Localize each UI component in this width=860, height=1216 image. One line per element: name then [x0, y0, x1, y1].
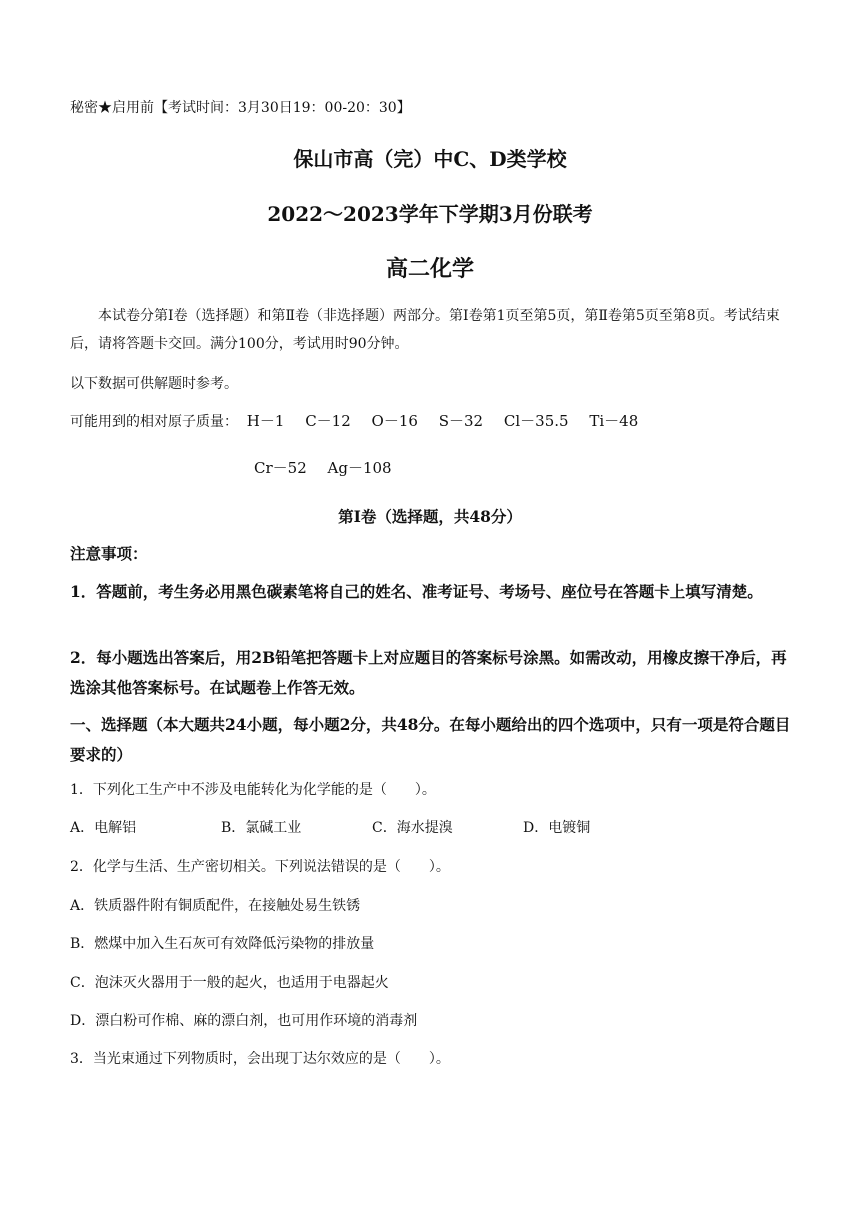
question-2-option-a: A．铁质器件附有铜质配件，在接触处易生铁锈 — [70, 898, 361, 914]
question-2-option-b: B．燃煤中加入生石灰可有效降低污染物的排放量 — [70, 936, 375, 952]
question-2-stem: 2．化学与生活、生产密切相关。下列说法错误的是（ ）。 — [70, 859, 450, 875]
question-3-stem: 3．当光束通过下列物质时，会出现丁达尔效应的是（ ）。 — [70, 1051, 450, 1067]
atomic-mass-c: C－12 — [305, 412, 351, 430]
atomic-mass-row-1 — [70, 411, 654, 432]
question-1-stem: 1．下列化工生产中不涉及电能转化为化学能的是（ ）。 — [70, 782, 436, 798]
question-2-option-d: D．漂白粉可作棉、麻的漂白剂，也可用作环境的消毒剂 — [70, 1013, 418, 1029]
note-1: 1．答题前，考生务必用黑色碳素笔将自己的姓名、准考证号、考场号、座位号在答题卡上填写清楚。 — [70, 582, 763, 601]
intro-paragraph: 本试卷分第Ⅰ卷（选择题）和第Ⅱ卷（非选择题）两部分。第Ⅰ卷第1页至第5页，第Ⅱ卷第5页至第8页。考试结束后，请将答题卡交回。满分100分，考试用时90分钟。 — [70, 308, 780, 352]
school-title: 保山市高（完）中C、D类学校 — [293, 147, 567, 171]
section-1-title: 第Ⅰ卷（选择题，共48分） — [338, 507, 522, 526]
atomic-mass-h: H－1 — [246, 412, 285, 430]
subject-title: 高二化学 — [385, 256, 474, 282]
atomic-mass-cr: Cr－52 — [254, 459, 307, 477]
atomic-mass-o: O－16 — [371, 412, 418, 430]
notes-title: 注意事项： — [70, 544, 148, 563]
atomic-mass-ag: Ag－108 — [327, 459, 392, 477]
atomic-mass-s: S－32 — [438, 412, 484, 430]
atomic-mass-label: 可能用到的相对原子质量： — [70, 414, 238, 430]
atomic-mass-ti: Ti－48 — [589, 412, 639, 430]
atomic-mass-row-2 — [254, 458, 408, 478]
reference-note: 以下数据可供解题时参考。 — [70, 376, 238, 392]
note-2: 2．每小题选出答案后，用2B铅笔把答题卡上对应题目的答案标号涂黑。如需改动，用橡皮擦干净后，再选涂其他答案标号。在试题卷上作答无效。 — [70, 648, 787, 697]
atomic-mass-cl: Cl－35.5 — [503, 412, 569, 430]
question-1-option-a: A．电解铝 — [70, 820, 137, 836]
question-1-option-d: D．电镀铜 — [523, 820, 591, 836]
confidential-header: 秘密★启用前【考试时间：3月30日19：00-20：30】 — [70, 100, 411, 116]
question-1-option-c: C．海水提溴 — [372, 820, 453, 836]
part-1-title: 一、选择题（本大题共24小题，每小题2分，共48分。在每小题给出的四个选项中，只有一项是符合题目要求的） — [70, 715, 791, 764]
question-1-option-b: B．氯碱工业 — [221, 820, 302, 836]
exam-title: 2022～2023学年下学期3月份联考 — [267, 202, 593, 226]
question-2-option-c: C．泡沫灭火器用于一般的起火，也适用于电器起火 — [70, 975, 389, 991]
